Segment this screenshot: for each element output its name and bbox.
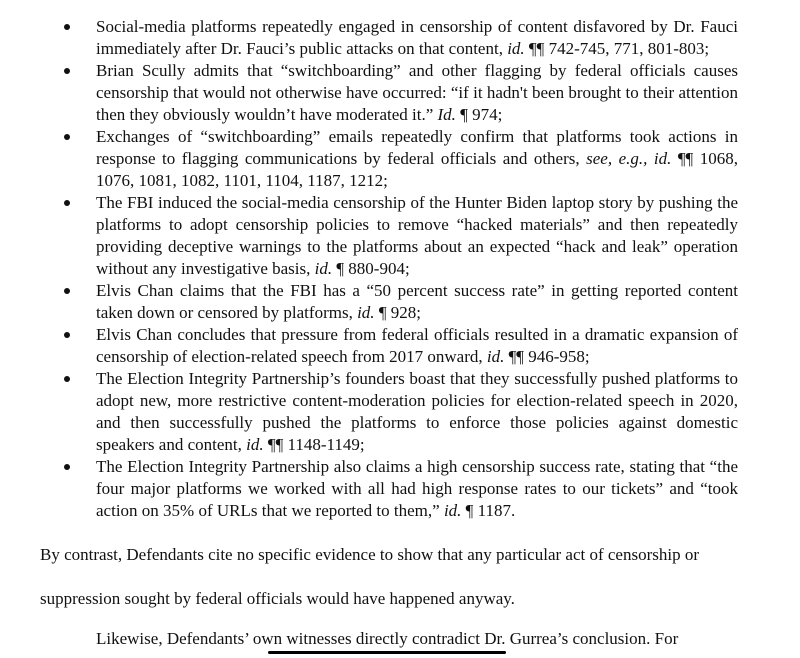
bullet-text: The Election Integrity Partnership’s founders boast that they successfully pushed platforms to adopt new, more restrictive content-moderation policies for election-related speech in 2020, and then successfully pushed the platforms to enforce those policies against domestic speakers and content, <box>96 369 738 454</box>
bullet-reference: ¶¶ 946-958; <box>504 347 590 366</box>
citation: id. <box>507 39 525 58</box>
bullet-text: The FBI induced the social-media censorship of the Hunter Biden laptop story by pushing the platforms to adopt censorship policies to remove “hacked materials” and then repeatedly providing deceptive warnings to the platforms about an expected “hack and leak” operation without any investigative basis, <box>96 193 738 278</box>
bullet-icon <box>64 200 70 206</box>
bullet-icon <box>64 288 70 294</box>
body-paragraph-line: suppression sought by federal officials would have happened anyway. <box>40 589 515 608</box>
bullet-icon <box>64 376 70 382</box>
list-item <box>0 16 738 60</box>
bullet-text: Exchanges of “switchboarding” emails repeatedly confirm that platforms took actions in response to flagging communications by federal officials and others, <box>96 127 738 168</box>
bullet-reference: ¶¶ 742-745, 771, 801-803; <box>524 39 710 58</box>
bullet-reference: ¶¶ 1148-1149; <box>263 435 365 454</box>
citation: id. <box>357 303 375 322</box>
citation: id. <box>486 347 505 366</box>
bullet-text: Social-media platforms repeatedly engaged in censorship of content disfavored by Dr. Fauci immediately after Dr. Fauci’s public attacks on that content, <box>96 17 738 58</box>
bullet-reference: ¶ 1187. <box>461 501 516 520</box>
bullet-text: Elvis Chan claims that the FBI has a “50 percent success rate” in getting reported content taken down or censored by platforms, <box>96 281 738 322</box>
bullet-text: Elvis Chan concludes that pressure from federal officials resulted in a dramatic expansion of censorship of election-related speech from 2017 onward, <box>96 325 738 366</box>
citation: id. <box>314 259 333 278</box>
list-item <box>0 60 738 126</box>
underline-annotation <box>268 651 506 654</box>
body-paragraph-line: By contrast, Defendants cite no specific evidence to show that any particular act of censorship or <box>40 545 699 564</box>
citation: id. <box>443 501 462 520</box>
bullet-reference: ¶ 880-904; <box>332 259 410 278</box>
bullet-icon <box>64 332 70 338</box>
citation: Id. <box>437 105 456 124</box>
bullet-reference: ¶ 928; <box>374 303 421 322</box>
list-item <box>0 368 738 456</box>
bullet-text: The Election Integrity Partnership also claims a high censorship success rate, stating that “the four major platforms we worked with all had high response rates to our tickets” and “took action on 35% of URLs that we reported to them,” <box>96 457 738 520</box>
citation: see, e.g., id. <box>586 149 672 168</box>
bullet-reference: ¶¶ 1068, 1076, 1081, 1082, 1101, 1104, 1187, 1212; <box>96 149 739 190</box>
list-item <box>0 324 738 368</box>
list-item <box>0 456 738 522</box>
bullet-reference: ¶ 974; <box>455 105 503 124</box>
list-item <box>0 192 738 280</box>
body-paragraph-line: Likewise, Defendants’ own witnesses directly contradict Dr. Gurrea’s conclusion. For <box>96 629 679 648</box>
bullet-icon <box>64 68 70 74</box>
citation: id. <box>246 435 264 454</box>
bullet-icon <box>64 24 70 30</box>
bullet-icon <box>64 464 70 470</box>
list-item <box>0 126 738 192</box>
bullet-text: Brian Scully admits that “switchboarding” and other flagging by federal officials causes censorship that would not otherwise have occurred: “if it hadn't been brought to their attention then they obviously wouldn’t have moderated it.” <box>96 61 738 124</box>
list-item <box>0 280 738 324</box>
bullet-list <box>0 16 800 522</box>
bullet-icon <box>64 134 70 140</box>
